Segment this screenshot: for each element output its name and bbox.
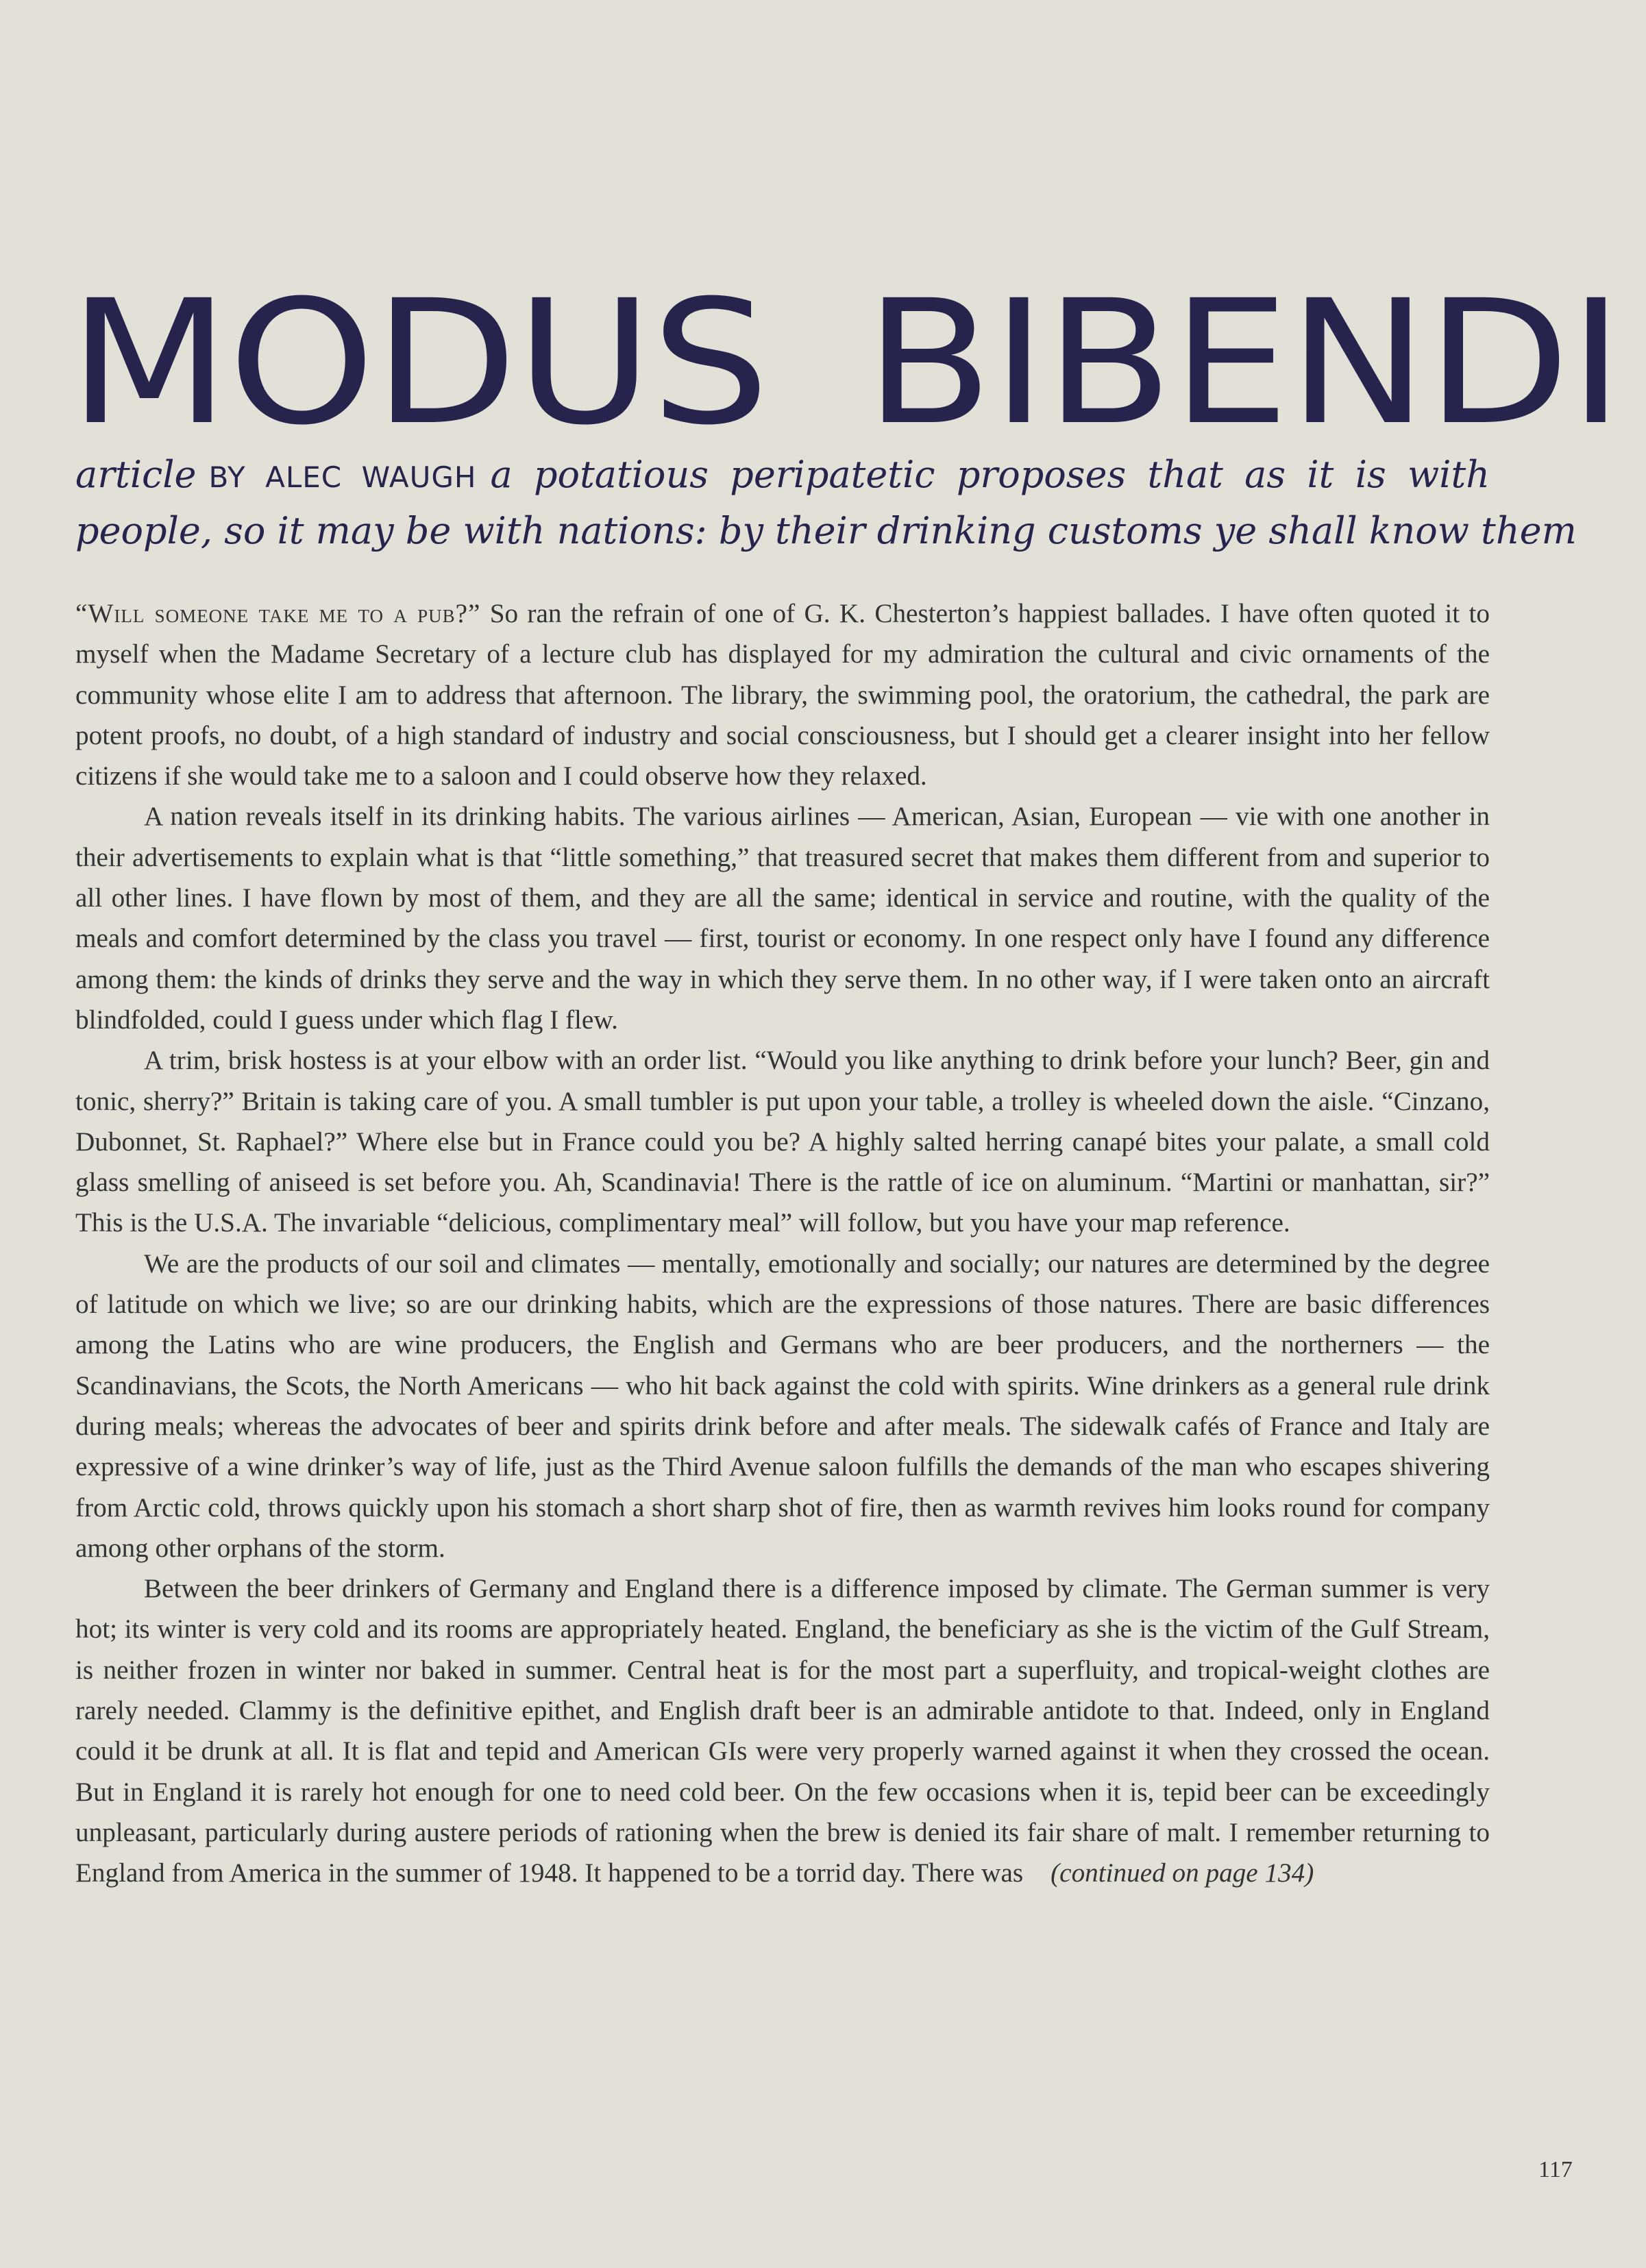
subtitle-line-1 <box>75 448 1490 504</box>
body-paragraph-2: A nation reveals itself in its drinking habits. The various airlines — American, Asian, European — vie with one another in their advertisements to explain what is that “little something,” that treasured secret that makes them different from and superior to all other lines. I have flown by most of them, and they are all the same; identical in service and routine, with the quality of the meals and comfort determined by the class you travel — first, tourist or economy. In one respect only have I found any difference among them: the kinds of drinks they serve and the way in which they serve them. In no other way, if I were taken onto an aircraft blindfolded, could I guess under which flag I flew. <box>75 802 1490 1035</box>
article-byline: BY ALEC WAUGH <box>208 460 477 494</box>
article-title: MODUS BIBENDI <box>69 271 1623 456</box>
article-subtitle <box>75 448 1577 558</box>
body-paragraph-3: A trim, brisk hostess is at your elbow with an order list. “Would you like anything to drink before your lunch? Beer, gin and tonic, sherry?” Britain is taking care of you. A small tumbler is put upon your table, a trolley is wheeled down the aisle. “Cinzano, Dubonnet, St. Raphael?” Where else but in France could you be? A highly salted herring canapé bites your palate, a small cold glass smelling of aniseed is set before you. Ah, Scandinavia! There is the rattle of ice on aluminum. “Martini or manhattan, sir?” This is the U.S.A. The invariable “delicious, complimentary meal” will follow, but you have your map reference. <box>75 1046 1490 1238</box>
paragraph-5-text: Between the beer drinkers of Germany and England there is a difference imposed by climate. The German summer is very hot; its winter is very cold and its rooms are appropriately heated. England, the beneficiary as she is the victim of the Gulf Stream, is neither frozen in winter nor baked in summer. Central heat is for the most part a superfluity, and tropical-weight clothes are rarely needed. Clammy is the definitive epithet, and English draft beer is an admirable antidote to that. Indeed, only in England could it be drunk at all. It is flat and tepid and American GIs were very properly warned against it when they crossed the ocean. But in England it is rarely hot enough for one to need cold beer. On the few occasions when it is, tepid beer can be exceedingly unpleasant, particularly during austere periods of rationing when the brew is denied its fair share of malt. I remember returning to England from America in the summer of 1948. It happened to be a torrid day. There was <box>75 1574 1490 1888</box>
article-kicker: article <box>75 453 197 496</box>
page-number: 117 <box>1538 2157 1573 2182</box>
body-paragraph-4: We are the products of our soil and climates — mentally, emotionally and socially; our natures are determined by the degree of latitude on which we live; so are our drinking habits, which are the expressions of those natures. There are basic differences among the Latins who are wine producers, the English and Germans who are beer producers, and the northerners — the Scandinavians, the Scots, the North Americans — who hit back against the cold with spirits. Wine drinkers as a general rule drink during meals; whereas the advocates of beer and spirits drink before and after meals. The sidewalk cafés of France and Italy are expressive of a wine drinker’s way of life, just as the Third Avenue saloon fulfills the demands of the man who escapes shivering from Arctic cold, throws quickly upon his stomach a short sharp shot of fire, then as warmth revives him looks round for company among other orphans of the storm. <box>75 1248 1490 1563</box>
body-paragraph-1 <box>75 593 1490 796</box>
body-paragraph-5 <box>75 1568 1490 1893</box>
subtitle-line-2: people, so it may be with nations: by their drinking customs ye shall know them <box>75 509 1577 552</box>
subtitle-text-1: a potatious peripatetic proposes that as it is with <box>490 453 1490 496</box>
article-body <box>75 593 1490 1894</box>
continued-note: (continued on page 134) <box>1051 1858 1314 1888</box>
paragraph-1-text: So ran the refrain of one of G. K. Chesterton’s happiest ballades. I have often quoted it to myself when the Madame Secretary of a lecture club has displayed for my admiration the cultural and civic ornaments of the community whose elite I am to address that afternoon. The library, the swimming pool, the oratorium, the cathedral, the park are potent proofs, no doubt, of a high standard of industry and social consciousness, but I should get a clearer insight into her fellow citizens if she would take me to a saloon and I could observe how they relaxed. <box>75 599 1490 791</box>
lead-in-smallcaps: “Will someone take me to a pub?” <box>75 599 481 628</box>
